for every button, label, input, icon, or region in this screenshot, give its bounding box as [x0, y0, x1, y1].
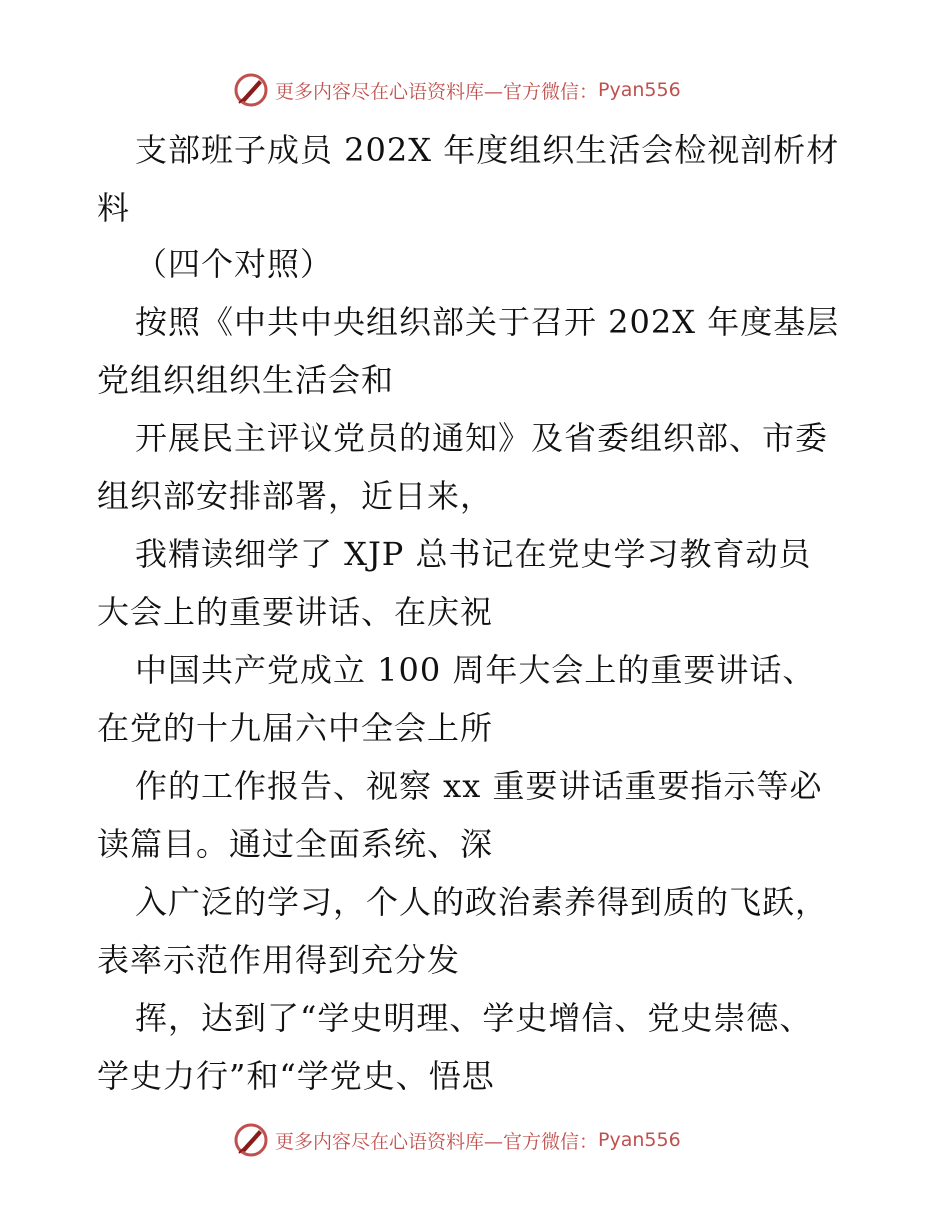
body-line: 表率示范作用得到充分发 — [97, 941, 461, 979]
header-banner-handle: Pyan556 — [598, 79, 681, 101]
body-line: 读篇目。通过全面系统、深 — [97, 825, 494, 863]
body-line: 作的工作报告、视察 xx 重要讲话重要指示等必 — [135, 767, 823, 805]
body-line: 入广泛的学习，个人的政治素养得到质的飞跃， — [135, 883, 829, 921]
body-line: 组织部安排部署，近日来， — [97, 477, 494, 515]
body-line: 支部班子成员 202X 年度组织生活会检视剖析材 — [135, 131, 840, 169]
body-line: 学史力行”和“学党史、悟思 — [97, 1057, 495, 1095]
footer-banner — [0, 1120, 950, 1160]
footer-banner-handle: Pyan556 — [598, 1129, 681, 1151]
header-banner-text: 更多内容尽在心语资料库—官方微信： — [275, 80, 599, 103]
body-line: 开展民主评议党员的通知》及省委组织部、市委 — [135, 419, 829, 457]
quill-pen-logo-icon — [233, 1122, 269, 1158]
header-banner — [0, 70, 950, 110]
quill-pen-logo-icon — [233, 72, 269, 108]
body-line: 按照《中共中央组织部关于召开 202X 年度基层 — [135, 303, 840, 341]
footer-banner-text: 更多内容尽在心语资料库—官方微信： — [275, 1130, 599, 1153]
body-line: 料 — [97, 189, 131, 227]
body-line: 在党的十九届六中全会上所 — [97, 709, 494, 747]
body-line: 中国共产党成立 100 周年大会上的重要讲话、 — [135, 651, 816, 689]
body-line: 我精读细学了 XJP 总书记在党史学习教育动员 — [135, 535, 812, 573]
body-line: 党组织组织生活会和 — [97, 361, 395, 399]
body-line: （四个对照） — [135, 245, 334, 283]
body-line: 挥，达到了“学史明理、学史增信、党史崇德、 — [135, 999, 813, 1037]
body-line: 大会上的重要讲话、在庆祝 — [97, 593, 494, 631]
